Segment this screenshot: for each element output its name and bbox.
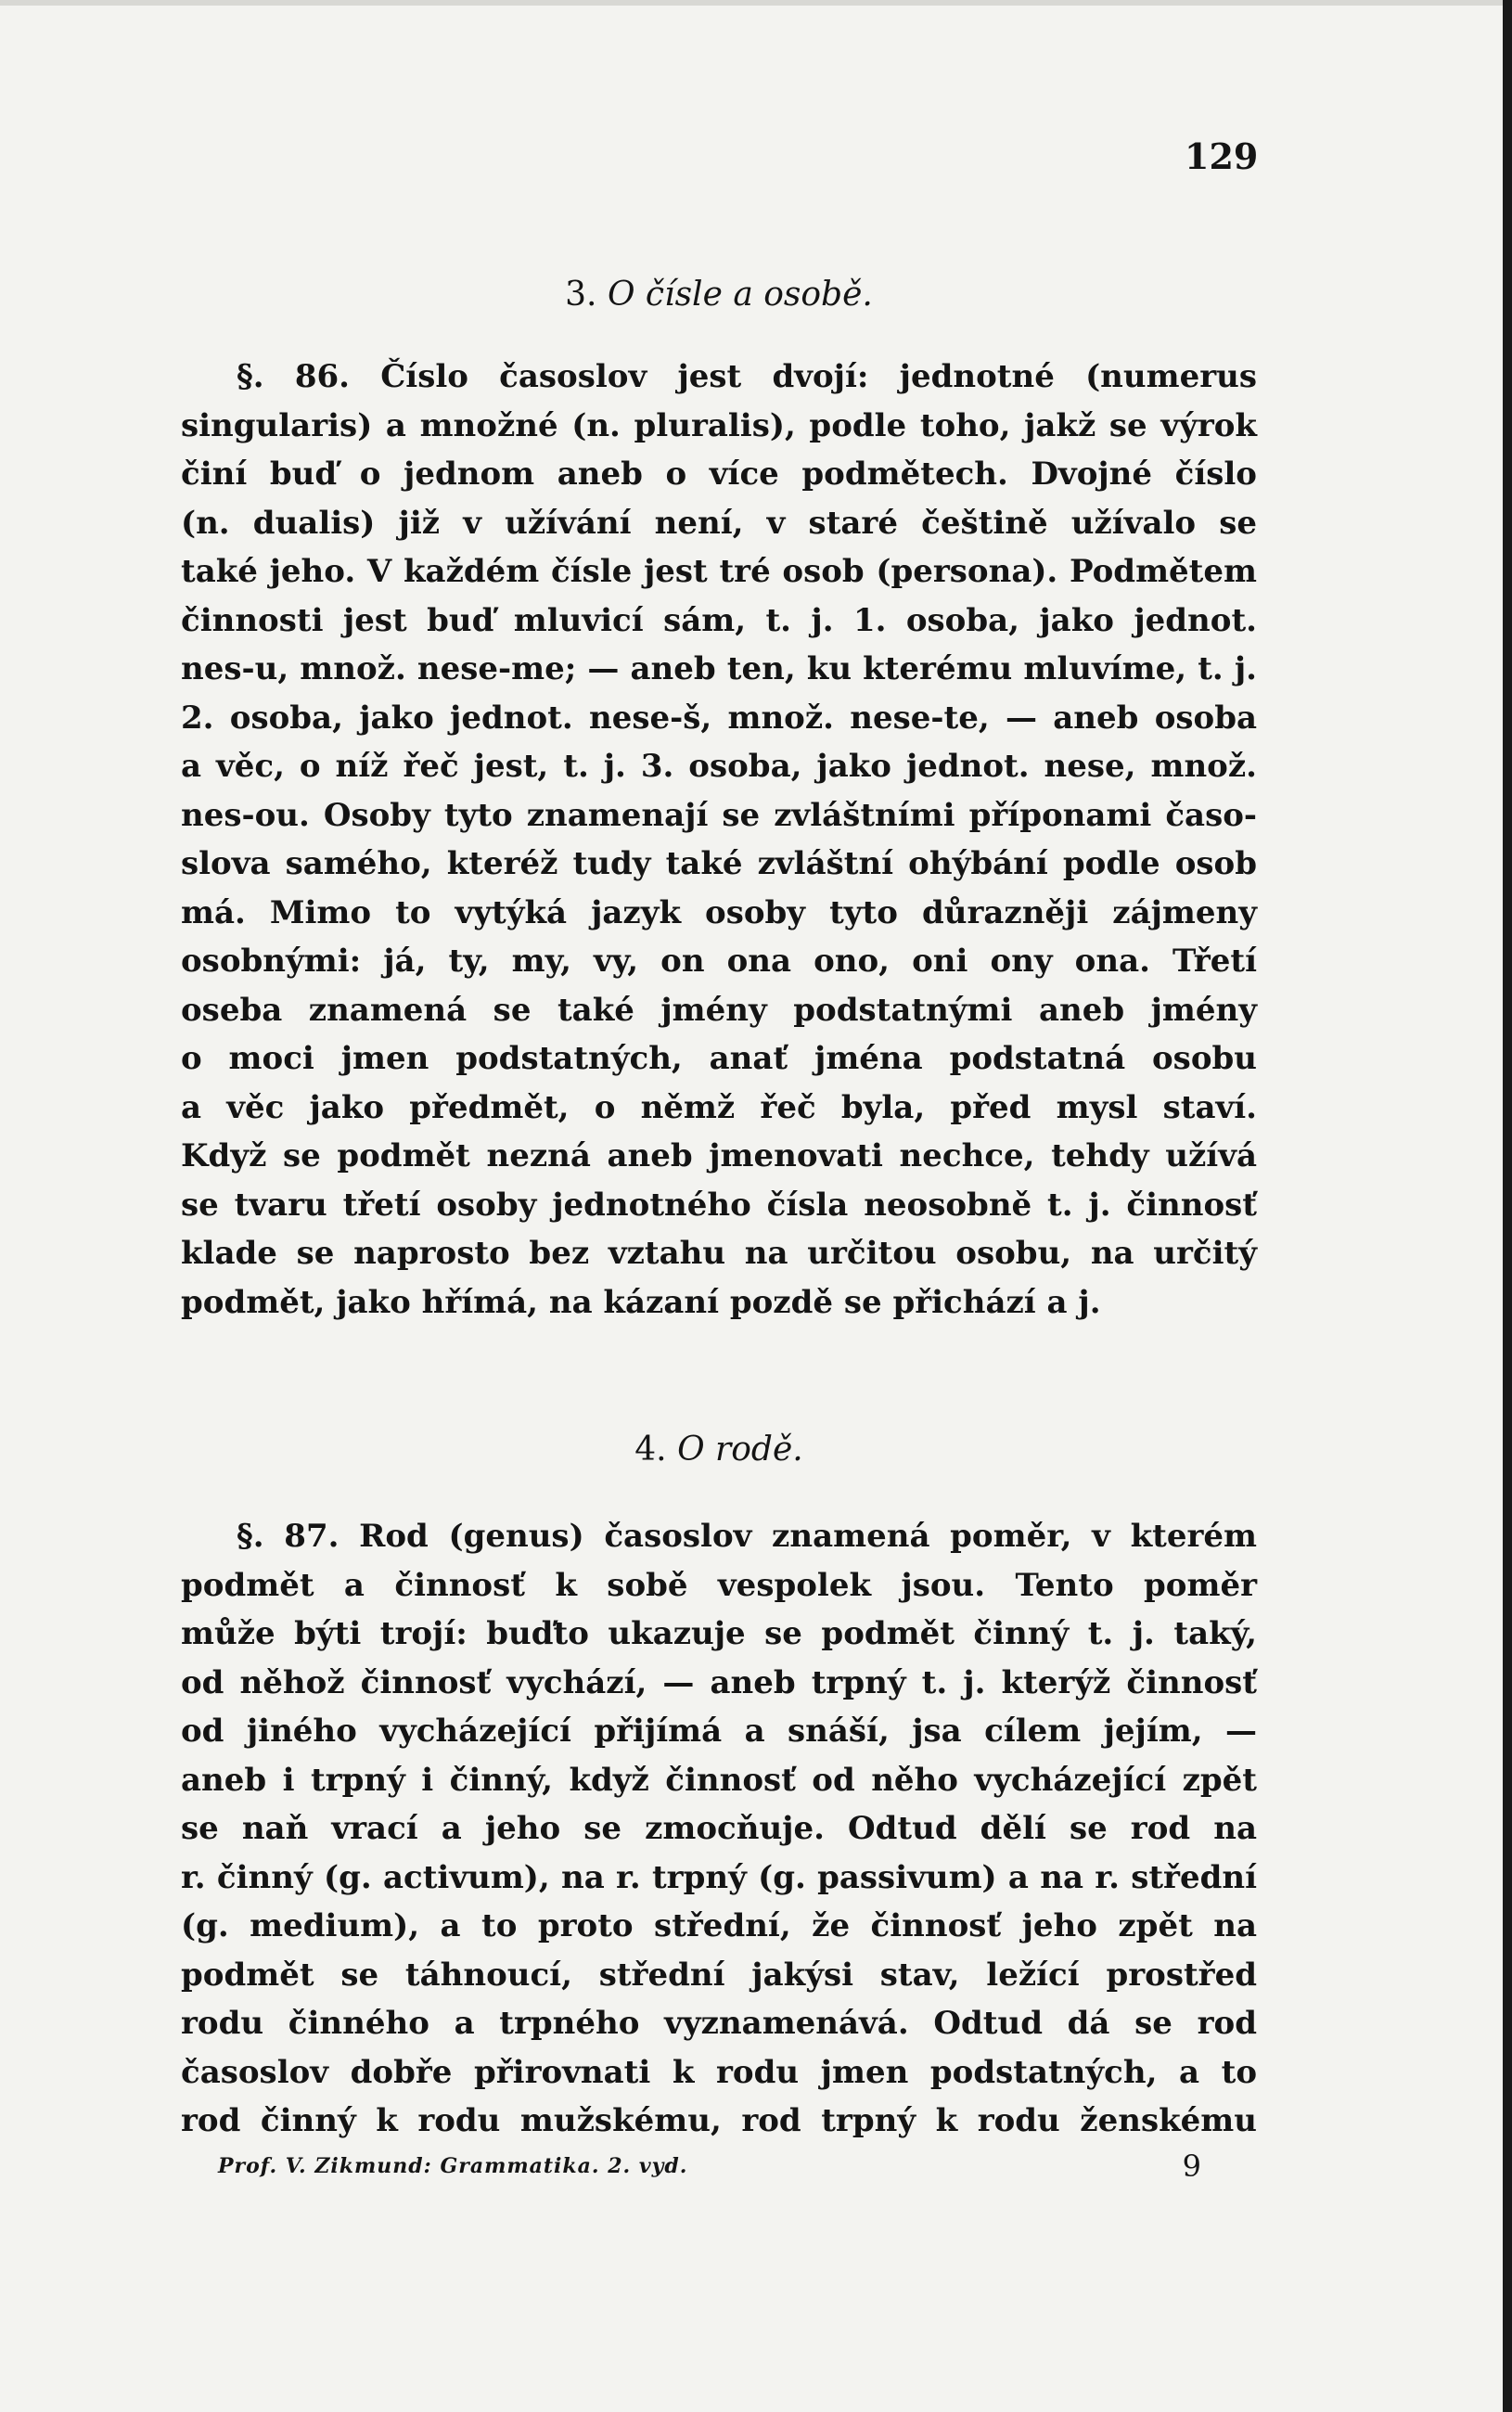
text-line: o moci jmen podstatných, anať jména podstatná osobu: [181, 1040, 1257, 1077]
text-line: oseba znamená se také jmény podstatnými aneb jmény: [181, 991, 1257, 1029]
text-line: §. 87. Rod (genus) časoslov znamená poměr, v kterém: [237, 1518, 1257, 1555]
section-title: O čísle a osobě.: [607, 276, 873, 314]
section-title: O rodě.: [677, 1431, 803, 1469]
section-number: 3.: [565, 276, 597, 314]
text-line: aneb i trpný i činný, když činnosť od něho vycházející zpět: [181, 1761, 1257, 1799]
text-line: rodu činného a trpného vyznamenává. Odtud dá se rod: [181, 2005, 1257, 2042]
text-line: může býti trojí: buďto ukazuje se podmět činný t. j. taký,: [181, 1615, 1257, 1652]
text-line: nes-ou. Osoby tyto znamenají se zvláštními příponami časo-: [181, 796, 1257, 834]
text-line: a věc jako předmět, o němž řeč byla, před mysl staví.: [181, 1088, 1257, 1126]
footer-author: Prof. V. Zikmund: Grammatika. 2. vyd.: [218, 2154, 688, 2178]
sheet-signature: 9: [1182, 2149, 1201, 2184]
page-number: 129: [1185, 135, 1259, 177]
paragraph-87: [181, 1512, 1257, 2146]
text-line: a věc, o níž řeč jest, t. j. 3. osoba, jako jednot. nese, množ.: [181, 748, 1257, 785]
text-line: r. činný (g. activum), na r. trpný (g. passivum) a na r. střední: [181, 1858, 1257, 1896]
text-line: rod činný k rodu mužskému, rod trpný k rodu ženskému: [181, 2102, 1257, 2139]
text-line: časoslov dobře přirovnati k rodu jmen podstatných, a to: [181, 2053, 1257, 2091]
paragraph-86: [181, 353, 1257, 1327]
scan-right-edge: [1503, 0, 1512, 2412]
text-line: singularis) a množné (n. pluralis), podle toho, jakž se výrok: [181, 406, 1257, 444]
text-line: činnosti jest buď mluvicí sám, t. j. 1. osoba, jako jednot.: [181, 601, 1257, 639]
section-number: 4.: [634, 1431, 667, 1469]
text-line: má. Mimo to vytýká jazyk osoby tyto důrazněji zájmeny: [181, 893, 1257, 931]
text-line: podmět, jako hřímá, na kázaní pozdě se přichází a j.: [181, 1283, 1101, 1321]
section-heading-gender: [181, 1433, 1257, 1467]
section-heading-number-person: [181, 278, 1257, 312]
text-line: se tvaru třetí osoby jednotného čísla neosobně t. j. činnosť: [181, 1186, 1257, 1224]
page-footer: [181, 2148, 1257, 2185]
text-line: (g. medium), a to proto střední, že činnosť jeho zpět na: [181, 1907, 1257, 1944]
text-line: §. 86. Číslo časoslov jest dvojí: jednotné (numerus: [237, 358, 1257, 395]
text-line: od jiného vycházející přijímá a snáší, jsa cílem jejím, —: [181, 1713, 1257, 1750]
text-line: 2. osoba, jako jednot. nese-š, množ. nese-te, — aneb osoba: [181, 699, 1257, 737]
text-line: se naň vrací a jeho se zmocňuje. Odtud dělí se rod na: [181, 1810, 1257, 1847]
text-line: slova samého, kteréž tudy také zvláštní ohýbání podle osob: [181, 845, 1257, 882]
text-line: činí buď o jednom aneb o více podmětech. Dvojné číslo: [181, 455, 1257, 493]
text-line: osobnými: já, ty, my, vy, on ona ono, oni ony ona. Třetí: [181, 943, 1257, 980]
text-line: také jeho. V každém čísle jest tré osob (persona). Podmětem: [181, 553, 1257, 590]
scan-top-edge: [0, 0, 1512, 6]
text-line: podmět a činnosť k sobě vespolek jsou. Tento poměr: [181, 1566, 1257, 1604]
text-line: podmět se táhnoucí, střední jakýsi stav, ležící prostřed: [181, 1956, 1257, 1994]
text-line: nes-u, množ. nese-me; — aneb ten, ku kterému mluvíme, t. j.: [181, 650, 1257, 687]
text-line: od něhož činnosť vychází, — aneb trpný t. j. kterýž činnosť: [181, 1663, 1257, 1701]
text-line: klade se naprosto bez vztahu na určitou osobu, na určitý: [181, 1235, 1257, 1272]
text-line: Když se podmět nezná aneb jmenovati nechce, tehdy užívá: [181, 1137, 1257, 1174]
text-line: (n. dualis) již v užívání není, v staré češtině užívalo se: [181, 504, 1257, 542]
